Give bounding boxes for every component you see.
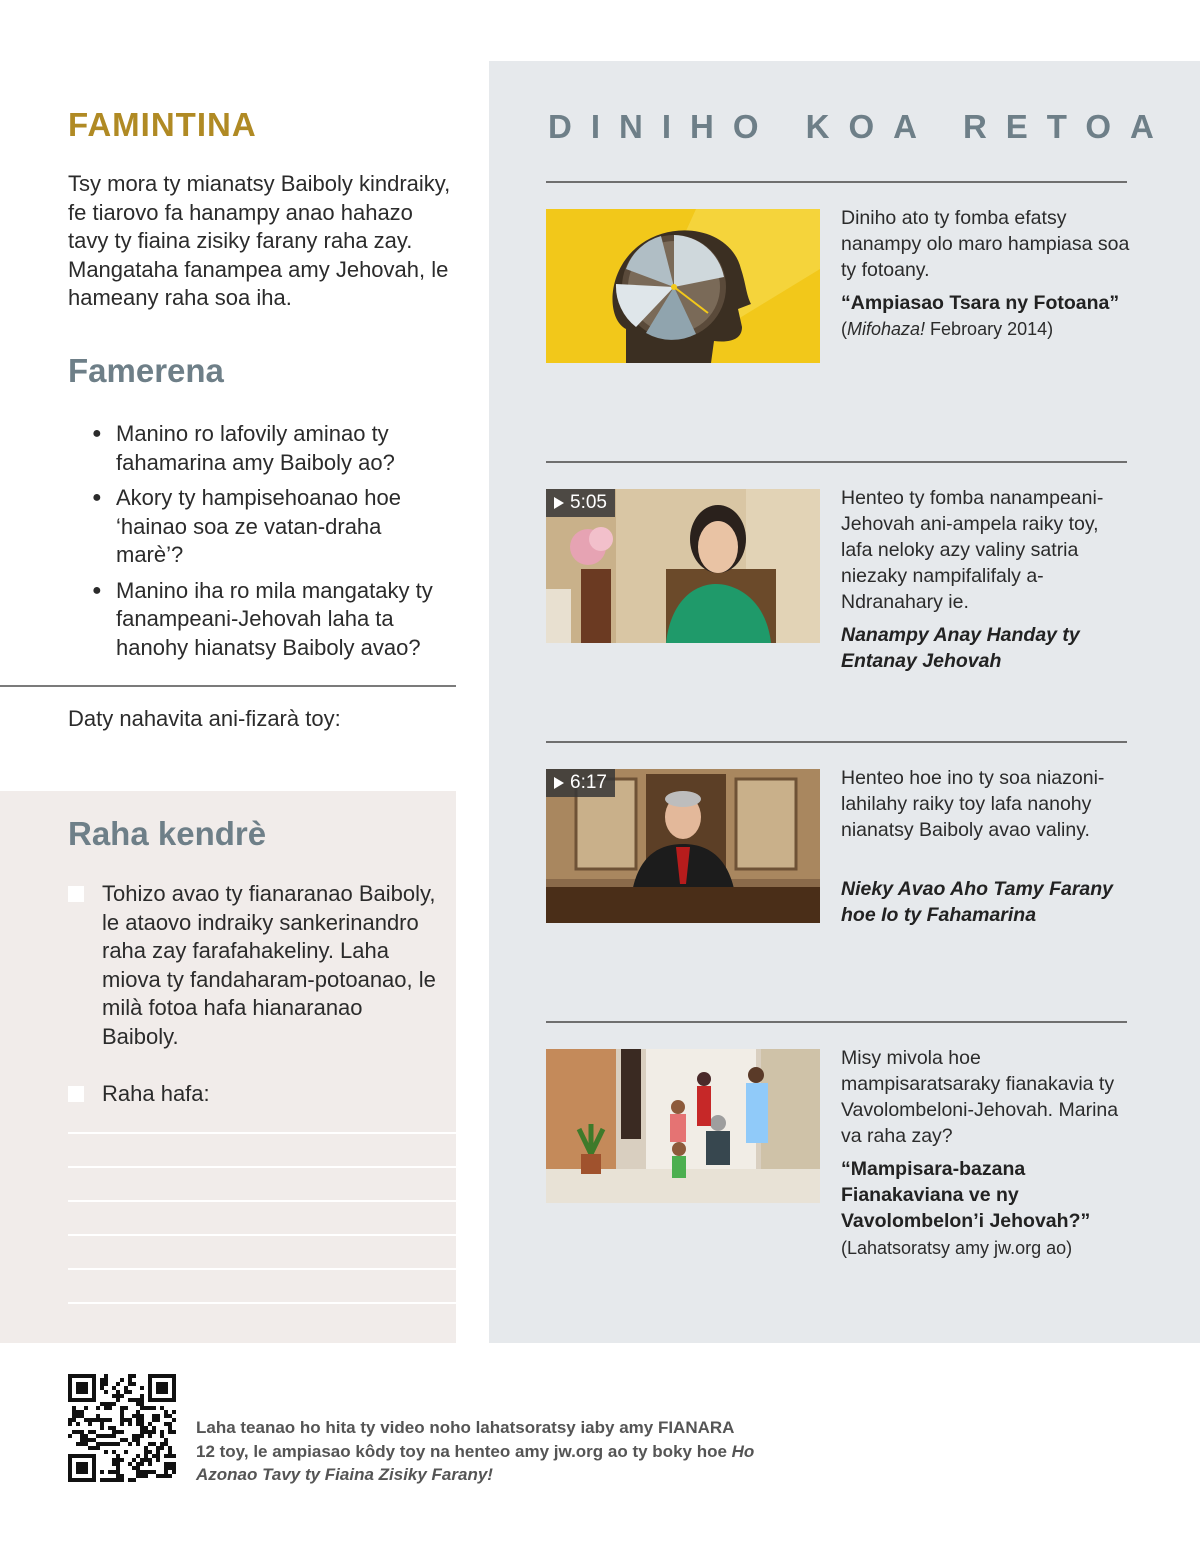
- play-icon: [554, 497, 564, 509]
- goal-checkbox[interactable]: [68, 886, 84, 902]
- item-description: Misy mivola hoe mampisaratsaraky fianakavia ty Vavolombeloni-Jehovah. Marina va raha zay?: [841, 1047, 1119, 1147]
- play-icon: [554, 777, 564, 789]
- review-item: [92, 484, 442, 570]
- bullet-icon: ●: [92, 425, 102, 442]
- footer-note: [196, 1416, 756, 1487]
- write-in-line[interactable]: [68, 1302, 456, 1304]
- goal-checkbox[interactable]: [68, 1086, 84, 1102]
- source-date: Febroary 2014): [925, 319, 1054, 339]
- goal-item-text: Tohizo avao ty fianaranao Baiboly, le ataovo indraiky sankerinandro raha zay farafahakeliny. Laha miova ty fandaharam-potoanao, le milà fotoa hafa hianaranao Baiboly.: [102, 881, 436, 1049]
- review-heading: Famerena: [68, 352, 224, 389]
- source-magazine: Mifohaza!: [847, 319, 926, 339]
- divider: [546, 741, 1127, 743]
- item-description: Diniho ato ty fomba efatsy nanampy olo maro hampiasa soa ty fotoany.: [841, 207, 1130, 281]
- goal-heading: Raha kendrè: [68, 815, 267, 852]
- review-item-text: Manino iha ro mila mangataky ty fanampeani-Jehovah laha ta hanohy hianatsy Baiboly avao?: [116, 577, 433, 660]
- write-in-line[interactable]: [68, 1234, 456, 1236]
- divider: [546, 1021, 1127, 1023]
- bullet-icon: ●: [92, 581, 102, 599]
- item-title-link[interactable]: Nanampy Anay Handay ty Entanay Jehovah: [841, 624, 1080, 672]
- summary-text: Tsy mora ty mianatsy Baiboly kindraiky, fe tiarovo fa hanampy anao hahazo tavy ty fiaina zisiky farany raha zay. Mangataha fanampea amy Jehovah, le hameany raha soa iha.: [68, 171, 451, 310]
- footer-note-text: Laha teanao ho hita ty video noho lahatsoratsy iaby amy FIANARA 12 toy, le ampiasao kôdy toy na henteo amy jw.org ao ty boky hoe: [196, 1418, 734, 1461]
- review-item-text: Manino ro lafovily aminao ty fahamarina amy Baiboly ao?: [116, 421, 395, 475]
- goal-item-other-label: Raha hafa:: [102, 1081, 210, 1106]
- article-thumbnail-family[interactable]: [546, 1049, 820, 1203]
- qr-code-icon[interactable]: [68, 1374, 176, 1482]
- item-title-link[interactable]: “Mampisara-bazana Fianakaviana ve ny Vavolombelon’i Jehovah?”: [841, 1158, 1091, 1232]
- video-thumbnail-woman[interactable]: [546, 489, 820, 643]
- duration-badge[interactable]: [546, 489, 615, 517]
- qr-code-graphic: [68, 1374, 176, 1482]
- item-source: [841, 317, 1131, 341]
- item-description: Henteo hoe ino ty soa niazoni-lahilahy raiky toy lafa nanohy nianatsy Baiboly avao valiny.: [841, 767, 1105, 841]
- item-description: Henteo ty fomba nanampeani-Jehovah ani-ampela raiky toy, lafa neloky azy valiny satria niezaky nampifalifaly a-Ndranahary ie.: [841, 487, 1104, 613]
- bullet-icon: ●: [92, 489, 102, 506]
- divider: [546, 181, 1127, 183]
- review-item: [92, 420, 442, 477]
- video-duration: 6:17: [570, 772, 607, 793]
- article-thumbnail-time[interactable]: [546, 209, 820, 363]
- goal-box: [0, 791, 456, 1343]
- book-title: Ho Azonao Tavy ty Fiaina Zisiky Farany!: [196, 1441, 755, 1484]
- divider: [0, 685, 456, 687]
- write-in-line[interactable]: [68, 1132, 456, 1134]
- duration-badge[interactable]: [546, 769, 615, 797]
- review-item: [92, 577, 442, 663]
- write-in-line[interactable]: [68, 1200, 456, 1202]
- write-in-line[interactable]: [68, 1166, 456, 1168]
- discover-heading: DINIHO KOA RETOA: [548, 108, 1173, 145]
- family-greeting-illustration-icon: [546, 1049, 820, 1203]
- completion-date-label: Daty nahavita ani-fizarà toy:: [68, 706, 341, 731]
- divider: [546, 461, 1127, 463]
- item-title-link[interactable]: “Ampiasao Tsara ny Fotoana”: [841, 292, 1120, 314]
- item-title-link[interactable]: Nieky Avao Aho Tamy Farany hoe Io ty Fahamarina: [841, 878, 1114, 926]
- video-thumbnail-man[interactable]: [546, 769, 820, 923]
- review-list: [92, 420, 442, 669]
- clock-head-illustration-icon: [546, 209, 820, 363]
- item-source: (Lahatsoratsy amy jw.org ao): [841, 1238, 1073, 1258]
- source-open-paren: (: [841, 319, 847, 339]
- write-in-line[interactable]: [68, 1268, 456, 1270]
- video-duration: 5:05: [570, 492, 607, 513]
- summary-heading: FAMINTINA: [68, 106, 257, 143]
- review-item-text: Akory ty hampisehoanao hoe ‘hainao soa ze vatan-draha marè’?: [116, 485, 401, 567]
